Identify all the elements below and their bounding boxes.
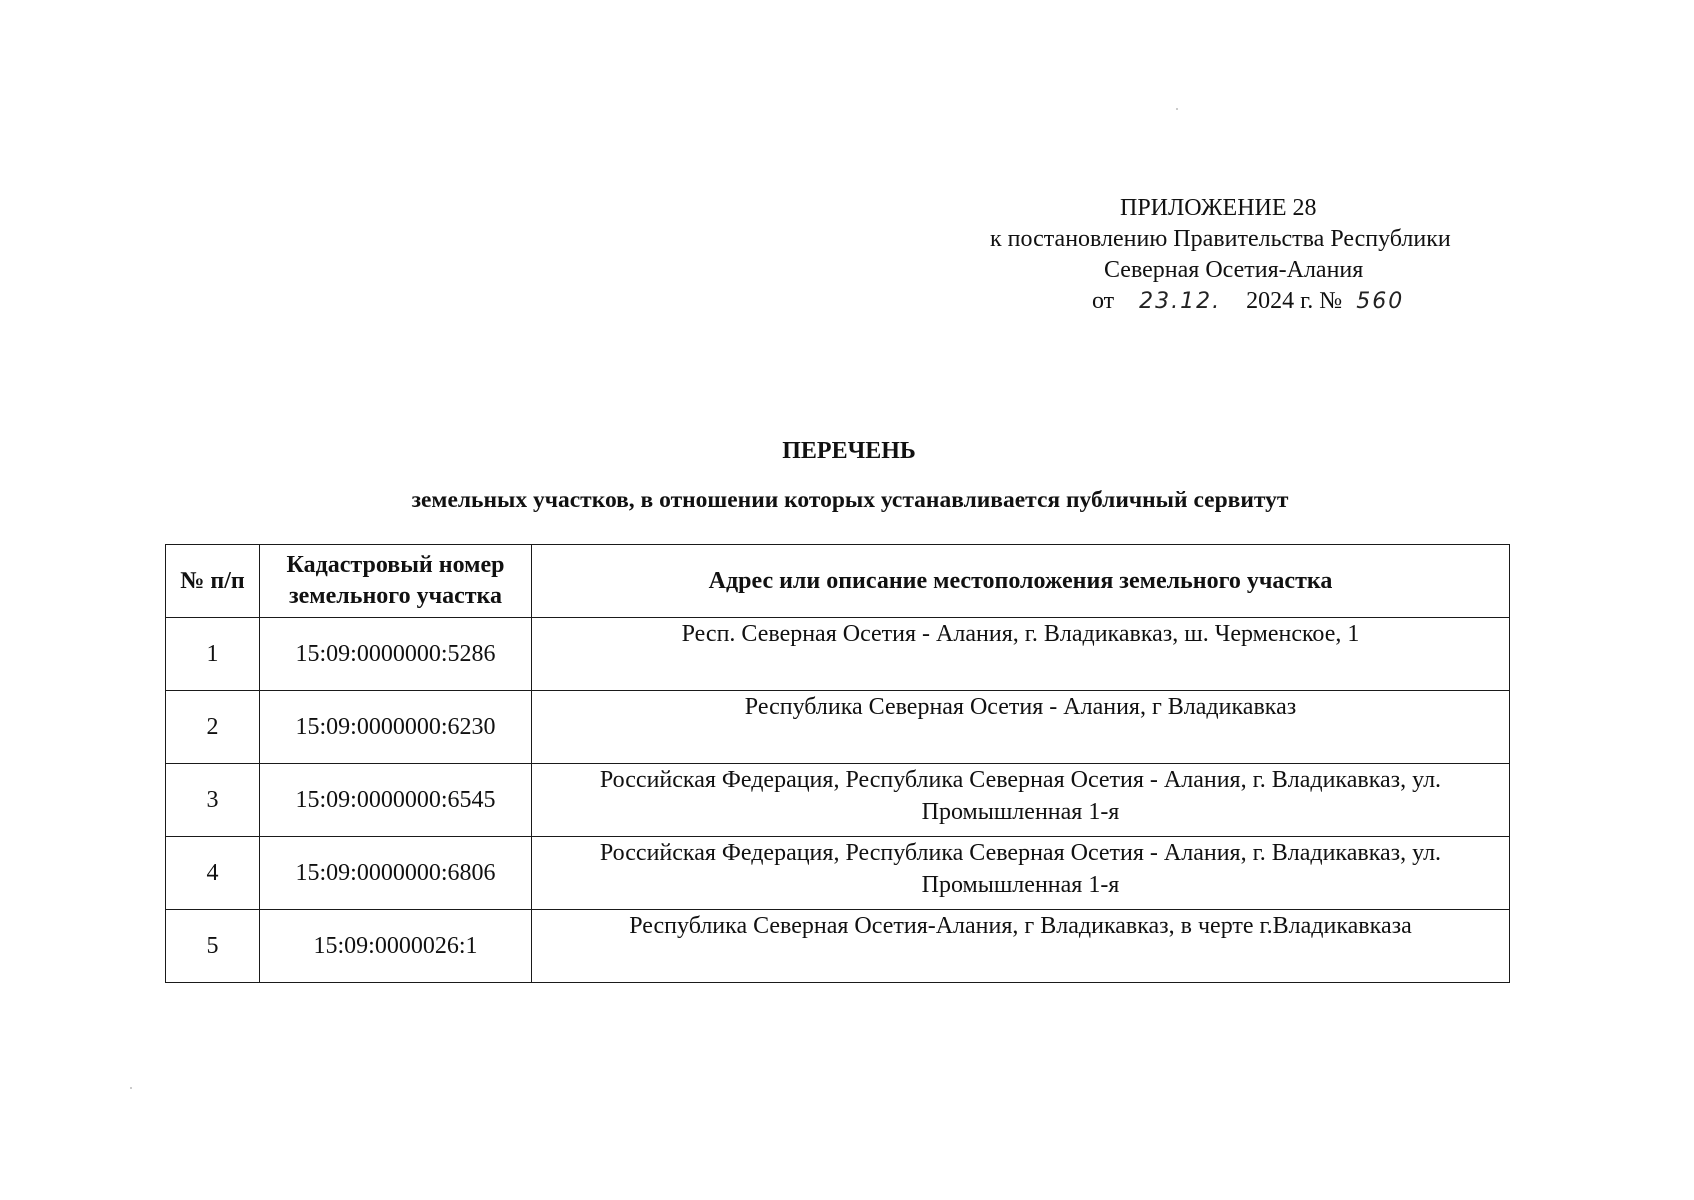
appendix-reference: к постановлению Правительства Республики <box>990 226 1451 252</box>
row-address: Республика Северная Осетия - Алания, г Владикавказ <box>532 691 1510 764</box>
scan-speck <box>1176 108 1178 110</box>
table-row <box>166 910 1510 983</box>
document-subtitle: земельных участков, в отношении которых устанавливается публичный сервитут <box>411 487 1289 513</box>
header-num: № п/п <box>166 545 260 618</box>
appendix-number: ПРИЛОЖЕНИЕ 28 <box>1120 195 1317 221</box>
row-address: Респ. Северная Осетия - Алания, г. Владикавказ, ш. Черменское, 1 <box>532 618 1510 691</box>
row-cadastral: 15:09:0000000:6230 <box>260 691 532 764</box>
appendix-date-line <box>1092 286 1404 317</box>
row-num: 5 <box>166 910 260 983</box>
row-num: 4 <box>166 837 260 910</box>
row-address: Российская Федерация, Республика Северная Осетия - Алания, г. Владикавказ, ул. Промышленная 1-я <box>532 837 1510 910</box>
table-row <box>166 837 1510 910</box>
document-title: ПЕРЕЧЕНЬ <box>782 438 916 464</box>
header-cadastral: Кадастровый номер земельного участка <box>260 545 532 618</box>
row-address: Республика Северная Осетия-Алания, г Владикавказ, в черте г.Владикавказа <box>532 910 1510 983</box>
year-label: 2024 г. № <box>1246 288 1343 314</box>
table-row <box>166 764 1510 837</box>
table-row <box>166 618 1510 691</box>
appendix-republic: Северная Осетия-Алания <box>1104 257 1364 283</box>
scan-speck <box>130 1087 132 1089</box>
handwritten-number: 560 <box>1356 289 1405 314</box>
date-prefix: от <box>1092 288 1115 314</box>
row-address: Российская Федерация, Республика Северная Осетия - Алания, г. Владикавказ, ул. Промышленная 1-я <box>532 764 1510 837</box>
row-num: 1 <box>166 618 260 691</box>
row-cadastral: 15:09:0000000:6806 <box>260 837 532 910</box>
land-plots-table <box>165 544 1510 983</box>
table-header-row <box>166 545 1510 618</box>
handwritten-date: 23.12. <box>1139 289 1222 314</box>
row-cadastral: 15:09:0000026:1 <box>260 910 532 983</box>
row-num: 3 <box>166 764 260 837</box>
row-cadastral: 15:09:0000000:5286 <box>260 618 532 691</box>
header-address: Адрес или описание местоположения земельного участка <box>532 545 1510 618</box>
row-num: 2 <box>166 691 260 764</box>
table-row <box>166 691 1510 764</box>
row-cadastral: 15:09:0000000:6545 <box>260 764 532 837</box>
